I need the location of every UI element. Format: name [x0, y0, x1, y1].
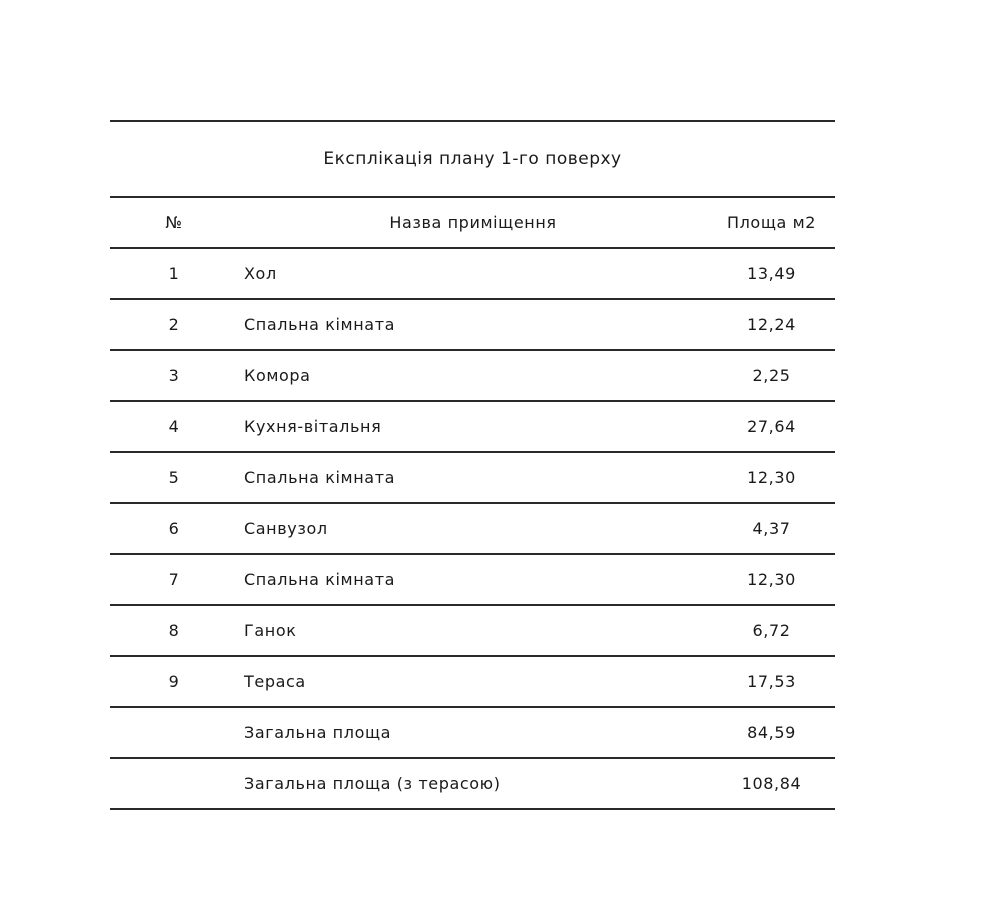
row-number: 8 [168, 621, 180, 640]
table-row [110, 402, 835, 451]
row-area: 17,53 [747, 672, 796, 691]
row-number: 6 [168, 519, 180, 538]
table-title: Експлікація плану 1-го поверху [323, 149, 622, 169]
row-area: 12,30 [747, 570, 796, 589]
row-name: Кухня-вітальня [244, 417, 382, 436]
table-row [110, 555, 835, 604]
total-label: Загальна площа [244, 723, 392, 742]
row-number: 9 [168, 672, 180, 691]
row-name: Тераса [244, 672, 306, 691]
room-schedule-table [110, 120, 835, 810]
row-area: 6,72 [752, 621, 791, 640]
table-row [110, 453, 835, 502]
row-area: 12,30 [747, 468, 796, 487]
total-row [110, 708, 835, 757]
row-number: 5 [168, 468, 180, 487]
row-area: 2,25 [752, 366, 791, 385]
header-area: Площа м2 [726, 213, 817, 232]
row-name: Спальна кімната [244, 315, 396, 334]
row-name: Санвузол [244, 519, 328, 538]
row-name: Спальна кімната [244, 468, 396, 487]
table-row [110, 351, 835, 400]
row-number: 7 [168, 570, 180, 589]
header-number: № [165, 213, 183, 232]
row-area: 4,37 [752, 519, 791, 538]
table-row [110, 249, 835, 298]
divider [110, 808, 835, 810]
header-row [110, 198, 835, 247]
row-area: 27,64 [747, 417, 796, 436]
total-row-with-terrace [110, 759, 835, 808]
table-row [110, 300, 835, 349]
table-row [110, 504, 835, 553]
total-label: Загальна площа (з терасою) [244, 774, 501, 793]
row-number: 2 [168, 315, 180, 334]
row-number: 1 [168, 264, 180, 283]
table-row [110, 657, 835, 706]
row-name: Ганок [244, 621, 297, 640]
row-name: Хол [244, 264, 277, 283]
row-number: 4 [168, 417, 180, 436]
row-number: 3 [168, 366, 180, 385]
row-area: 12,24 [747, 315, 796, 334]
table-row [110, 606, 835, 655]
header-name: Назва приміщення [389, 213, 557, 232]
total-area: 84,59 [747, 723, 796, 742]
row-area: 13,49 [747, 264, 796, 283]
total-area: 108,84 [741, 774, 802, 793]
row-name: Комора [244, 366, 311, 385]
row-name: Спальна кімната [244, 570, 396, 589]
